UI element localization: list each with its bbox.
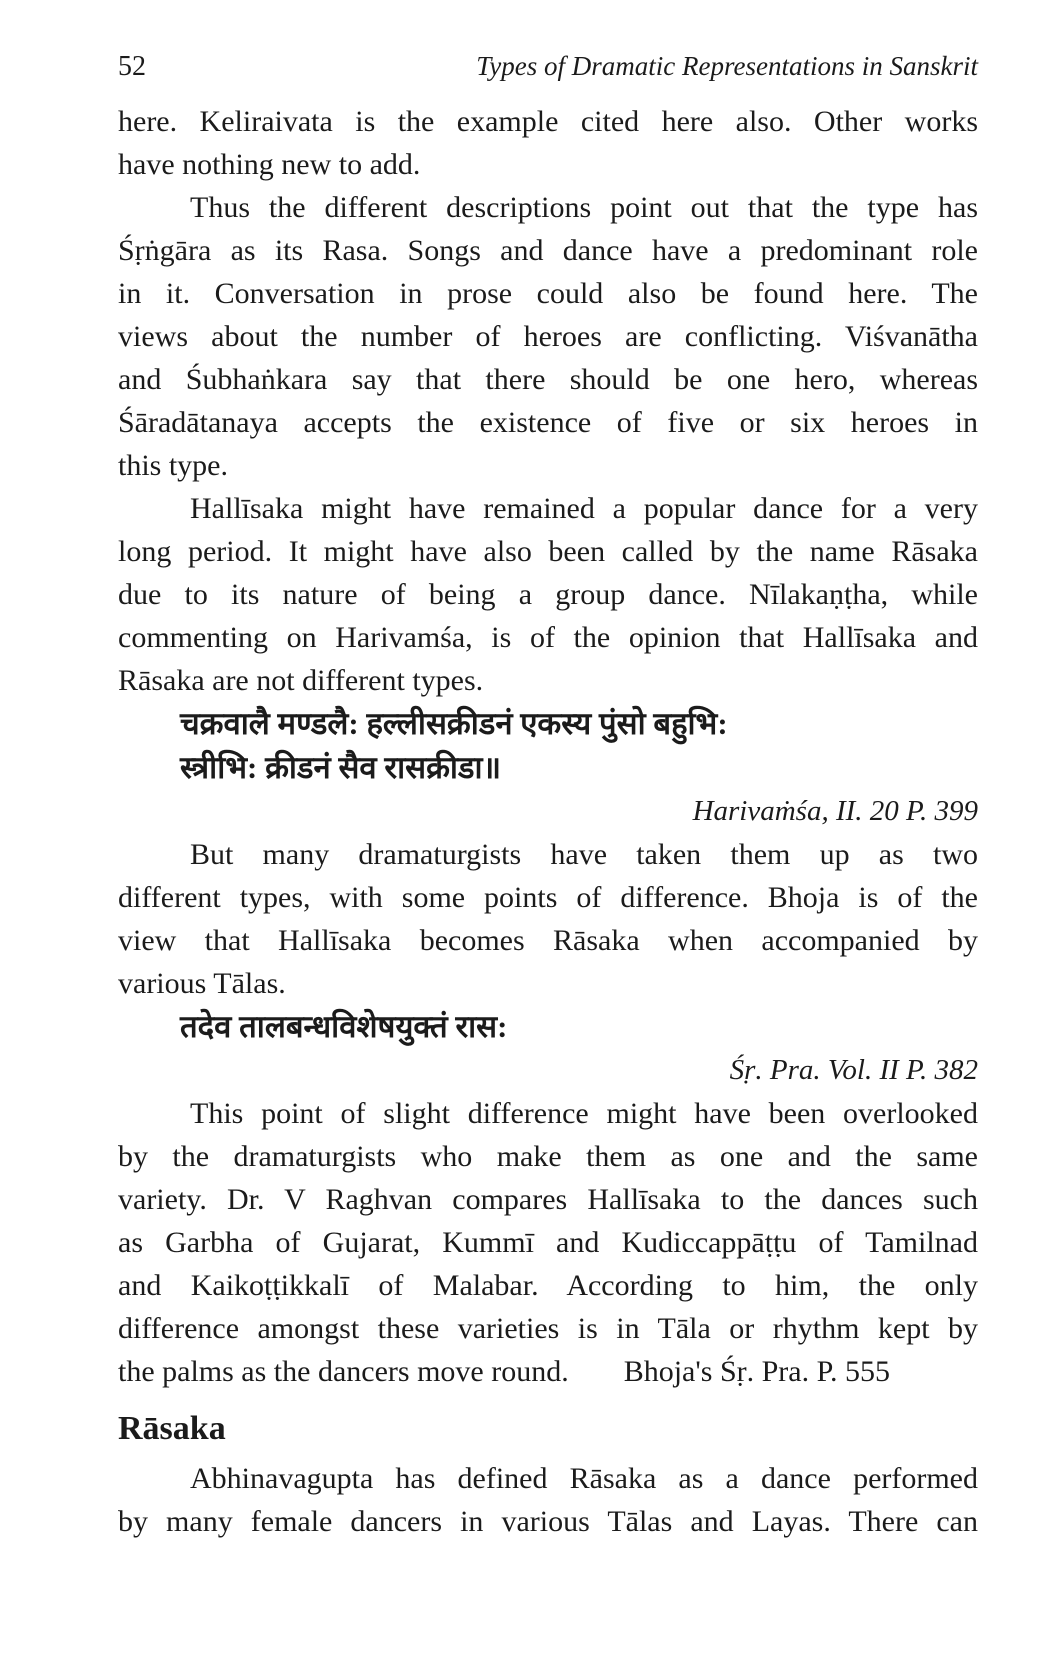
text-line: have nothing new to add. (118, 148, 421, 181)
text-line: Hallīsaka might have remained a popular dance for a very (190, 492, 978, 525)
text-line: But many dramaturgists have taken them up as two (190, 838, 978, 871)
sanskrit-verse-line: चक्रवालै मण्डलै: हल्लीसक्रीडनं एकस्य पुंसो बहुभि: (180, 706, 728, 741)
section-heading: Rāsaka (118, 1410, 226, 1447)
text-line: view that Hallīsaka becomes Rāsaka when accompanied by (118, 924, 978, 957)
text-line: and Kaikoṭṭikkalī of Malabar. According to him, the only (118, 1269, 978, 1302)
text-line: Abhinavagupta has defined Rāsaka as a dance performed (190, 1462, 978, 1495)
text-line: commenting on Harivamśa, is of the opinion that Hallīsaka and (118, 621, 978, 654)
text-line: Rāsaka are not different types. (118, 664, 484, 697)
source-citation: Harivaṁśa, II. 20 P. 399 (692, 795, 978, 827)
text-line: views about the number of heroes are conflicting. Viśvanātha (118, 320, 978, 353)
text-line: Śāradātanaya accepts the existence of five or six heroes in (118, 406, 978, 439)
running-title: Types of Dramatic Representations in Sanskrit (476, 51, 978, 81)
text-line: as Garbha of Gujarat, Kummī and Kudiccappāṭṭu of Tamilnad (118, 1226, 978, 1259)
text-line: different types, with some points of difference. Bhoja is of the (118, 881, 978, 914)
text-line: by the dramaturgists who make them as one and the same (118, 1140, 978, 1173)
book-page (118, 50, 978, 1543)
text-line: this type. (118, 449, 228, 482)
text-line: here. Keliraivata is the example cited here also. Other works (118, 105, 978, 138)
inline-reference: Bhoja's Śṛ. Pra. P. 555 (623, 1355, 890, 1388)
source-citation: Śṛ. Pra. Vol. II P. 382 (729, 1054, 978, 1086)
text-line: due to its nature of being a group dance. Nīlakaṇṭha, while (118, 578, 978, 611)
text-line: in it. Conversation in prose could also be found here. The (118, 277, 978, 310)
text-line: variety. Dr. V Raghvan compares Hallīsaka to the dances such (118, 1183, 978, 1216)
text-line: difference amongst these varieties is in Tāla or rhythm kept by (118, 1312, 978, 1345)
text-line: various Tālas. (118, 967, 286, 1000)
page-header (118, 50, 978, 83)
text-line: long period. It might have also been called by the name Rāsaka (118, 535, 978, 568)
sanskrit-verse-line: स्त्रीभि: क्रीडनं सैव रासक्रीडा॥ (180, 750, 502, 785)
sanskrit-verse-line: तदेव तालबन्धविशेषयुक्तं रास: (180, 1009, 508, 1044)
text-line: This point of slight difference might have been overlooked (190, 1097, 978, 1130)
text-line: and Śubhaṅkara say that there should be one hero, whereas (118, 363, 978, 396)
text-line (118, 1350, 978, 1393)
text-line: by many female dancers in various Tālas and Layas. There can (118, 1505, 978, 1538)
text-line-left: the palms as the dancers move round. (118, 1355, 569, 1388)
page-number: 52 (118, 51, 146, 82)
text-line: Śṛṅgāra as its Rasa. Songs and dance have a predominant role (118, 234, 978, 267)
page-body (118, 100, 978, 1543)
text-line: Thus the different descriptions point out that the type has (190, 191, 978, 224)
